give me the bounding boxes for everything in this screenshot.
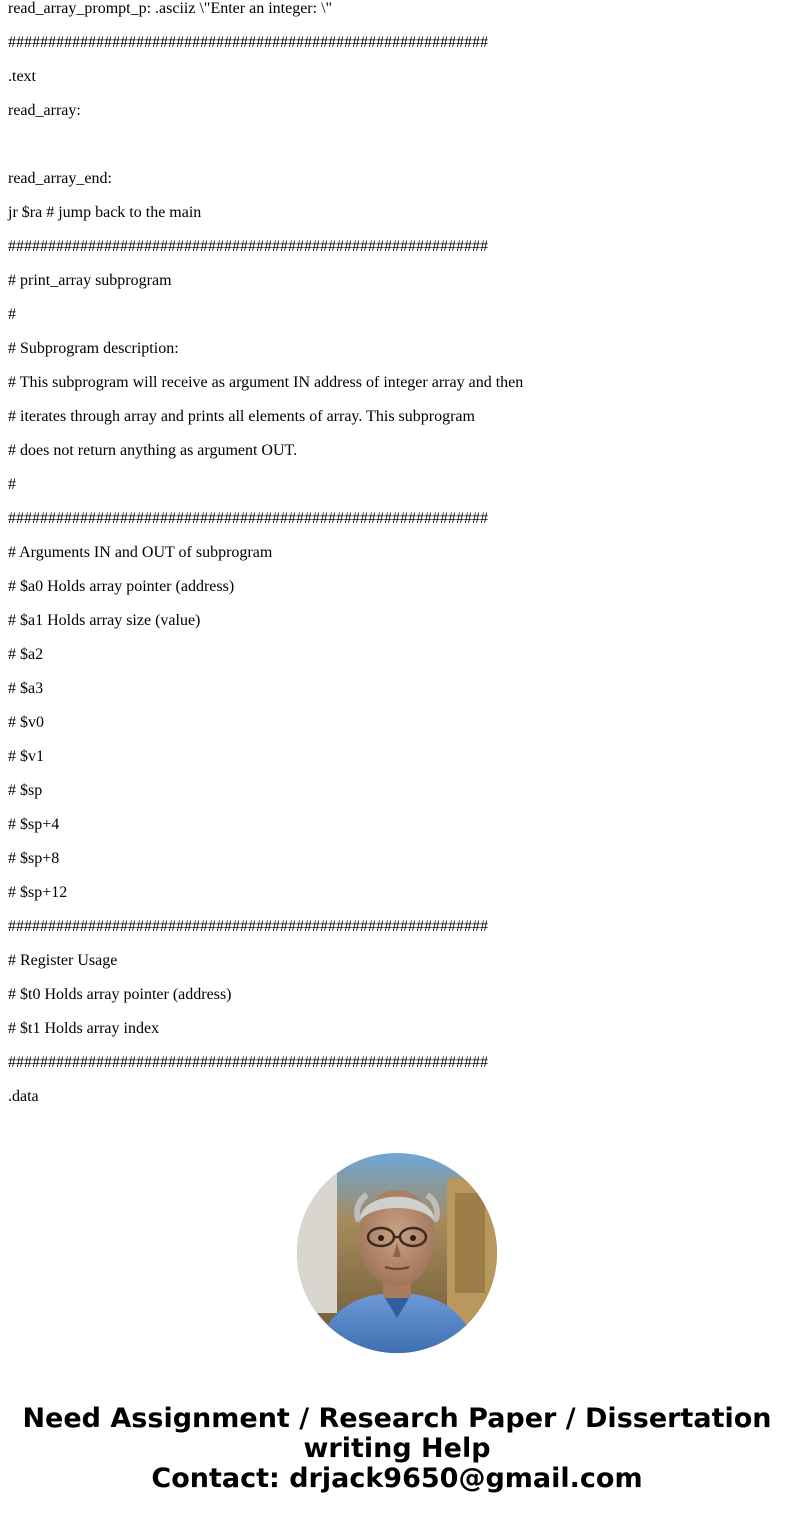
code-line: read_array_prompt_p: .asciiz \"Enter an integer: \"	[8, 0, 333, 17]
code-line: # iterates through array and prints all elements of array. This subprogram	[8, 408, 475, 425]
code-line: #	[8, 476, 16, 493]
code-line: # print_array subprogram	[8, 272, 172, 289]
code-line: # $sp+4	[8, 816, 60, 833]
code-line	[8, 136, 778, 154]
code-line: read_array_end:	[8, 170, 112, 187]
code-line: # $v1	[8, 748, 44, 765]
code-line: # does not return anything as argument OUT.	[8, 442, 298, 459]
code-line: # $sp+12	[8, 884, 68, 901]
code-line: # $t1 Holds array index	[8, 1020, 160, 1037]
code-line: # $t0 Holds array pointer (address)	[8, 986, 232, 1003]
code-line: read_array:	[8, 102, 81, 119]
code-line: ############################################################	[8, 34, 488, 51]
code-line: .data	[8, 1088, 39, 1105]
promo-line-2: writing Help	[303, 1433, 491, 1464]
code-line: jr $ra # jump back to the main	[8, 204, 202, 221]
promo-line-1: Need Assignment / Research Paper / Dissertation	[22, 1403, 772, 1434]
code-line: # Register Usage	[8, 952, 118, 969]
code-line: ############################################################	[8, 1054, 488, 1071]
code-line: # This subprogram will receive as argument IN address of integer array and then	[8, 374, 524, 391]
code-line: ############################################################	[8, 510, 488, 527]
code-line: # $sp+8	[8, 850, 60, 867]
promo-banner	[0, 1404, 794, 1494]
code-line: # Subprogram description:	[8, 340, 179, 357]
code-line: ############################################################	[8, 918, 488, 935]
author-photo	[297, 1153, 497, 1353]
code-line: # $v0	[8, 714, 44, 731]
promo-contact: Contact: drjack9650@gmail.com	[151, 1463, 643, 1494]
author-photo-illustration	[297, 1153, 497, 1353]
code-line: # $sp	[8, 782, 43, 799]
code-line: # Arguments IN and OUT of subprogram	[8, 544, 273, 561]
code-line: # $a3	[8, 680, 44, 697]
code-line: #	[8, 306, 16, 323]
code-listing	[8, 0, 778, 1122]
code-line: # $a0 Holds array pointer (address)	[8, 578, 235, 595]
code-line: # $a1 Holds array size (value)	[8, 612, 201, 629]
code-line: .text	[8, 68, 36, 85]
code-line: # $a2	[8, 646, 44, 663]
code-line: ############################################################	[8, 238, 488, 255]
